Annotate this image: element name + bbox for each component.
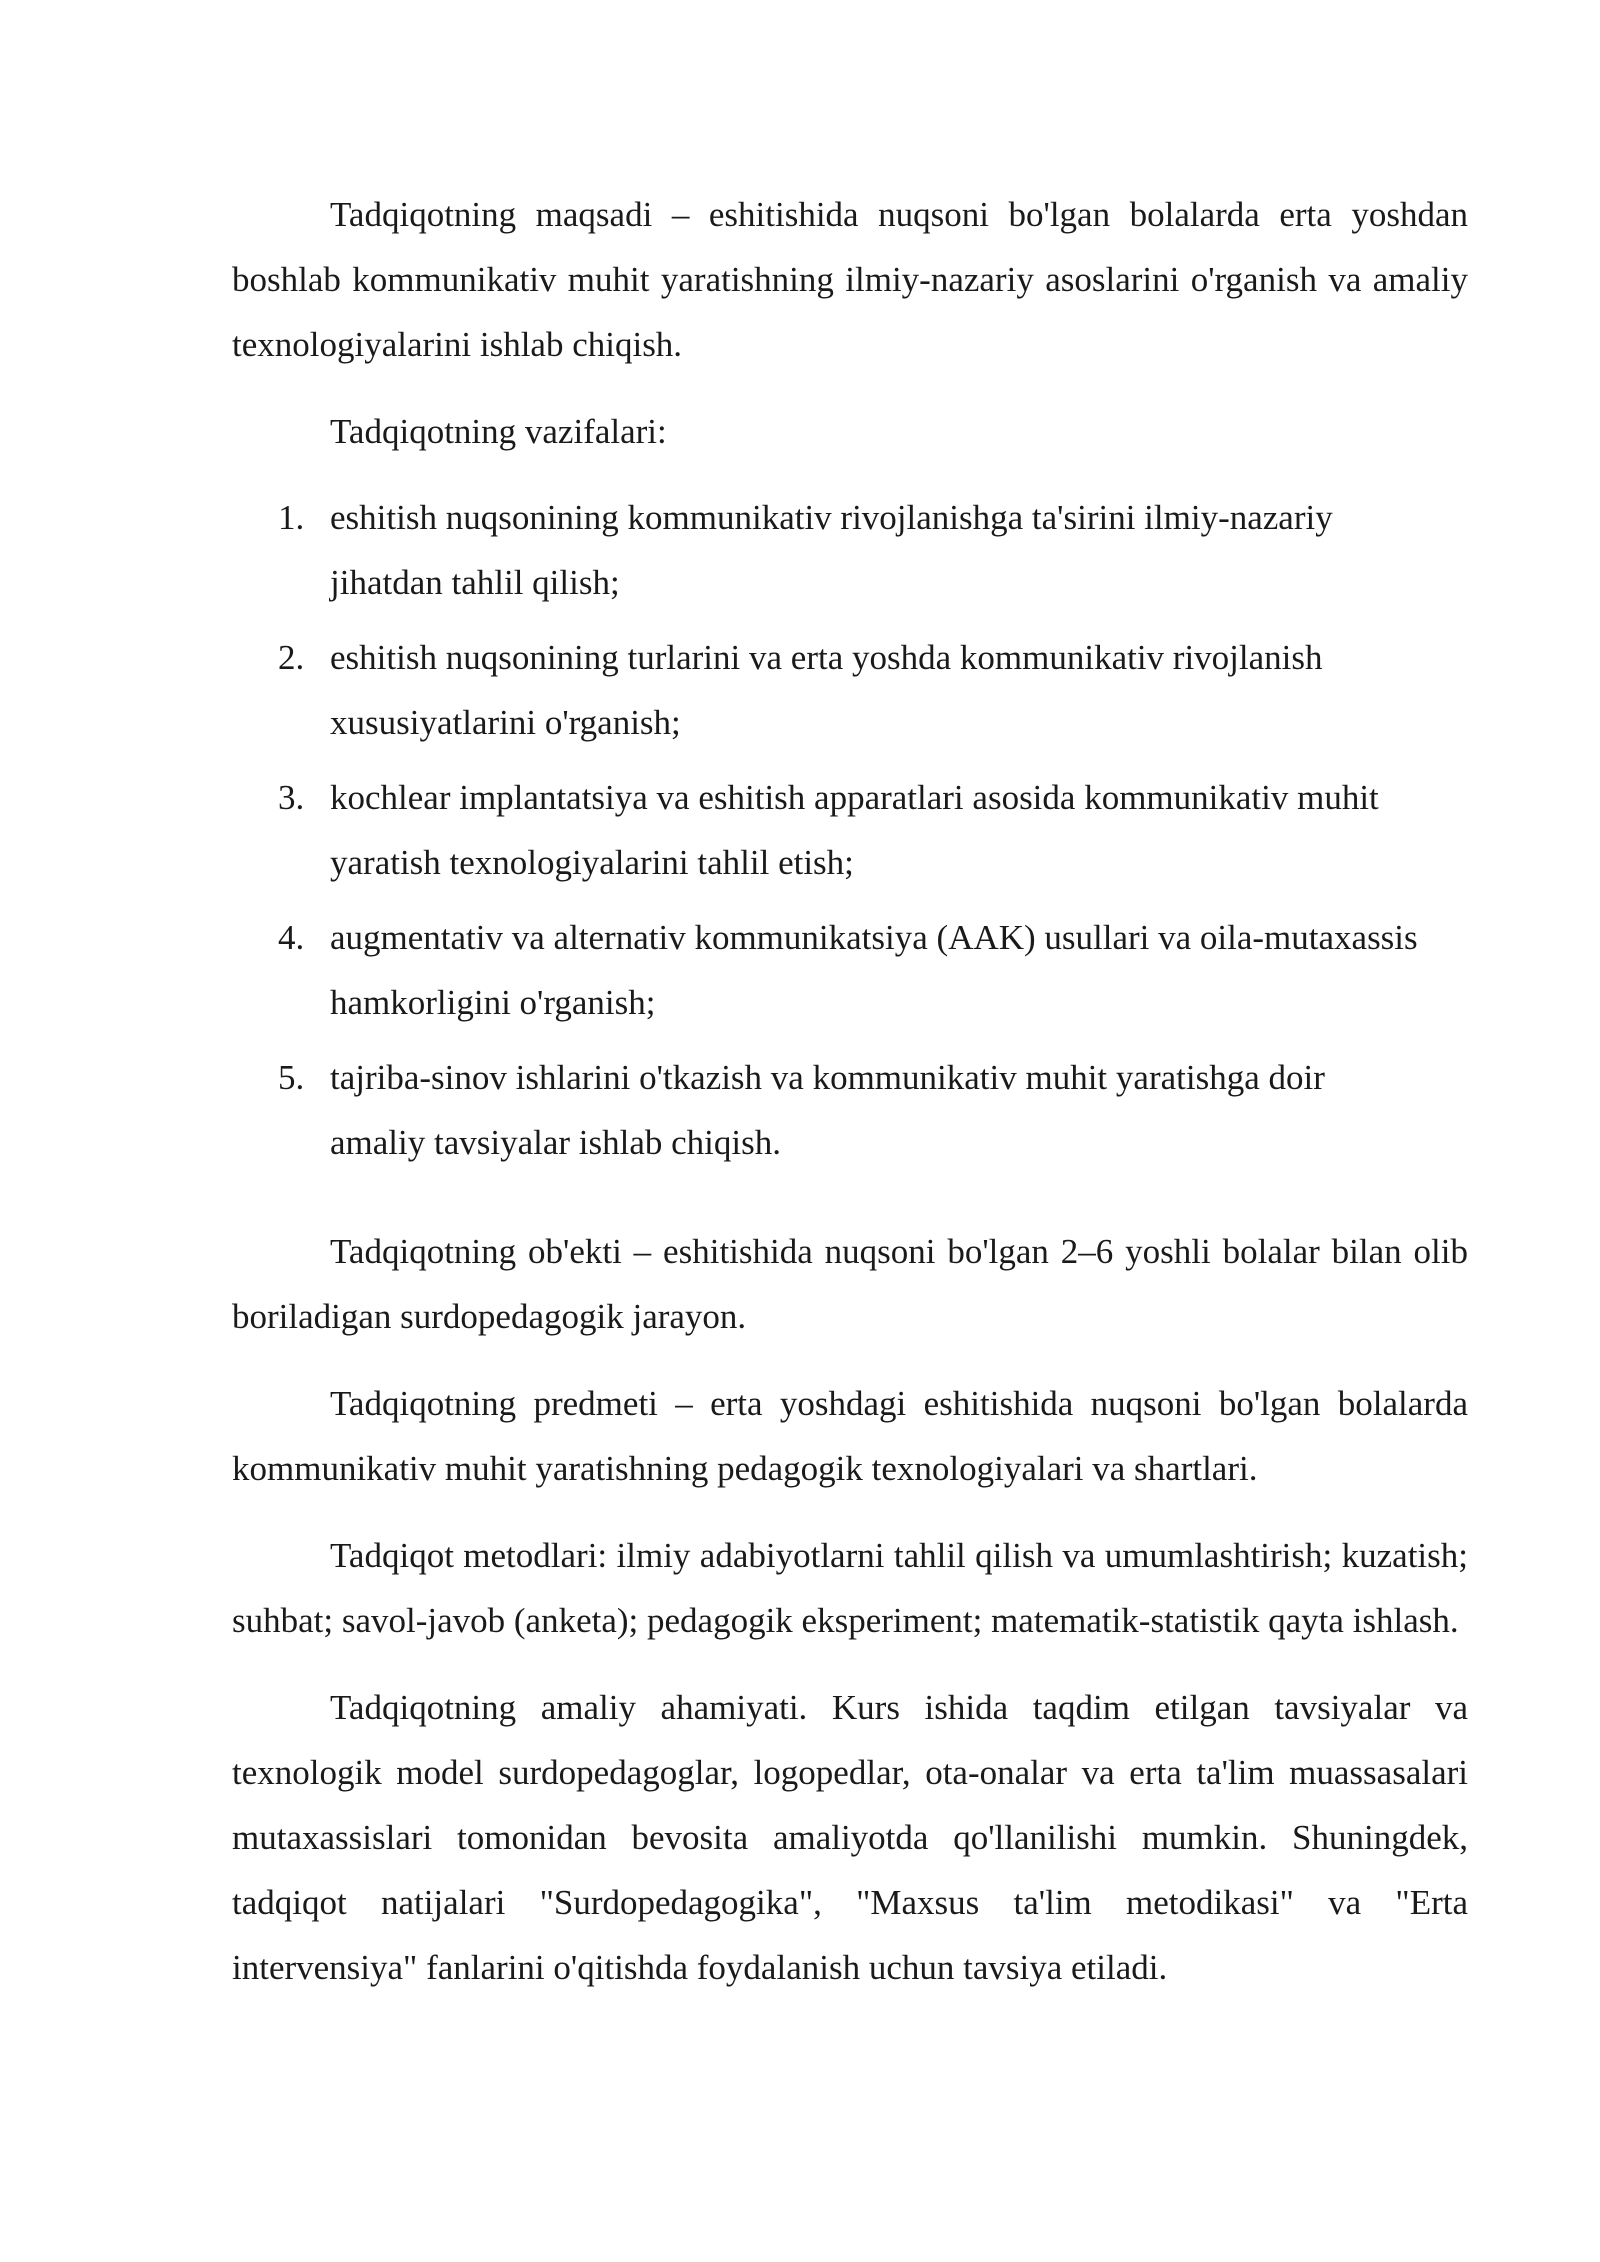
list-item-number: 4. [278, 918, 305, 957]
list-item-number: 2. [278, 638, 305, 677]
list-item-number: 1. [278, 498, 305, 537]
list-item-text: eshitish nuqsonining turlarini va erta yoshda kommunikativ rivojlanish xususiyatlarini o'rganish; [330, 638, 1323, 742]
tasks-heading: Tadqiqotning vazifalari: [330, 412, 667, 451]
list-item-number: 3. [278, 778, 305, 817]
list-item [278, 485, 1468, 615]
list-item-text: eshitish nuqsonining kommunikativ rivojlanishga ta'sirini ilmiy-nazariy jihatdan tahlil qilish; [330, 498, 1333, 602]
list-item [278, 905, 1468, 1035]
list-item [278, 1045, 1468, 1175]
tasks-list [232, 485, 1468, 1175]
practical-significance-paragraph: Tadqiqotning amaliy ahamiyati. Kurs ishida taqdim etilgan tavsiyalar va texnologik model surdopedagoglar, logopedlar, ota-onalar va erta ta'lim muassasalari mutaxassislari tomonidan bevosita amaliyotda qo'llanilishi mumkin. Shuningdek, tadqiqot natijalari "Surdopedagogika", "Maxsus ta'lim metodikasi" va "Erta intervensiya" fanlarini o'qitishda foydalanish uchun tavsiya etiladi. [232, 1688, 1468, 1987]
list-item [278, 625, 1468, 755]
methods-paragraph: Tadqiqot metodlari: ilmiy adabiyotlarni tahlil qilish va umumlashtirish; kuzatish; suhbat; savol-javob (anketa); pedagogik eksperiment; matematik-statistik qayta ishlash. [232, 1536, 1468, 1640]
document-page [232, 182, 1468, 2000]
list-item [278, 765, 1468, 895]
list-item-text: augmentativ va alternativ kommunikatsiya (AAK) usullari va oila-mutaxassis hamkorligini o'rganish; [330, 918, 1418, 1022]
aim-paragraph: Tadqiqotning maqsadi – eshitishida nuqsoni bo'lgan bolalarda erta yoshdan boshlab kommunikativ muhit yaratishning ilmiy-nazariy asoslarini o'rganish va amaliy texnologiyalarini ishlab chiqish. [232, 195, 1468, 364]
subject-paragraph: Tadqiqotning predmeti – erta yoshdagi eshitishida nuqsoni bo'lgan bolalarda kommunikativ muhit yaratishning pedagogik texnologiyalari va shartlari. [232, 1384, 1468, 1488]
list-item-text: tajriba-sinov ishlarini o'tkazish va kommunikativ muhit yaratishga doir amaliy tavsiyalar ishlab chiqish. [330, 1058, 1325, 1162]
list-item-number: 5. [278, 1058, 305, 1097]
list-item-text: kochlear implantatsiya va eshitish apparatlari asosida kommunikativ muhit yaratish texnologiyalarini tahlil etish; [330, 778, 1379, 882]
object-paragraph: Tadqiqotning ob'ekti – eshitishida nuqsoni bo'lgan 2–6 yoshli bolalar bilan olib boriladigan surdopedagogik jarayon. [232, 1232, 1468, 1336]
